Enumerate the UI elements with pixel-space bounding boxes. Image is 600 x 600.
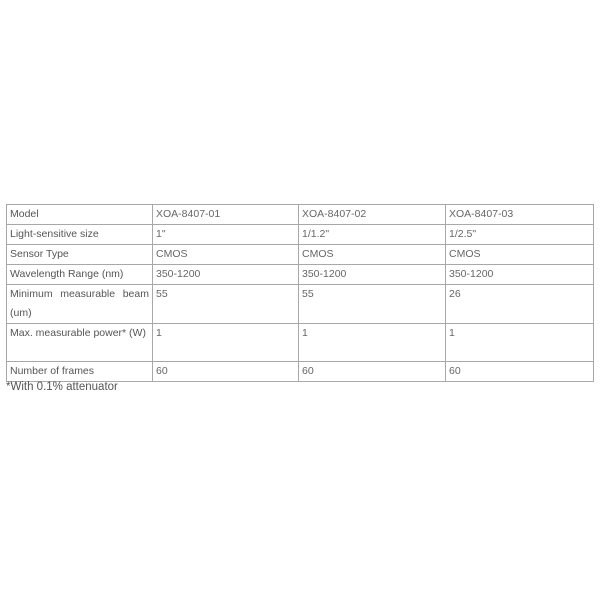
table-cell: CMOS	[153, 245, 299, 265]
table-cell: 55	[153, 285, 299, 324]
table-cell: 60	[153, 362, 299, 382]
table-row	[7, 265, 594, 285]
row-label-sensor-type: Sensor Type	[7, 245, 153, 265]
table-row	[7, 205, 594, 225]
table-row	[7, 225, 594, 245]
table-row	[7, 285, 594, 324]
table-cell: 26	[446, 285, 594, 324]
footnote: *With 0.1% attenuator	[6, 381, 118, 393]
spec-table	[6, 204, 594, 382]
table-cell: CMOS	[446, 245, 594, 265]
table-cell: XOA-8407-02	[299, 205, 446, 225]
table-cell: CMOS	[299, 245, 446, 265]
table-cell: 350-1200	[299, 265, 446, 285]
table-cell: 350-1200	[153, 265, 299, 285]
table-cell: 60	[446, 362, 594, 382]
row-label-wavelength-range: Wavelength Range (nm)	[7, 265, 153, 285]
table-cell: 350-1200	[446, 265, 594, 285]
table-cell: 1"	[153, 225, 299, 245]
row-label-number-of-frames: Number of frames	[7, 362, 153, 382]
row-label-min-measurable-beam: Minimum measurable beam (um)	[7, 285, 153, 324]
table-cell: XOA-8407-01	[153, 205, 299, 225]
table-cell: 1	[299, 324, 446, 362]
table-cell: 1/1.2"	[299, 225, 446, 245]
row-label-max-measurable-power: Max. measurable power* (W)	[7, 324, 153, 362]
table-cell: 1	[446, 324, 594, 362]
table-row	[7, 245, 594, 265]
table-cell: XOA-8407-03	[446, 205, 594, 225]
table-cell: 60	[299, 362, 446, 382]
table-cell: 55	[299, 285, 446, 324]
table-cell: 1/2.5"	[446, 225, 594, 245]
row-label-light-sensitive-size: Light-sensitive size	[7, 225, 153, 245]
table-row	[7, 324, 594, 362]
row-label-model: Model	[7, 205, 153, 225]
table-cell: 1	[153, 324, 299, 362]
